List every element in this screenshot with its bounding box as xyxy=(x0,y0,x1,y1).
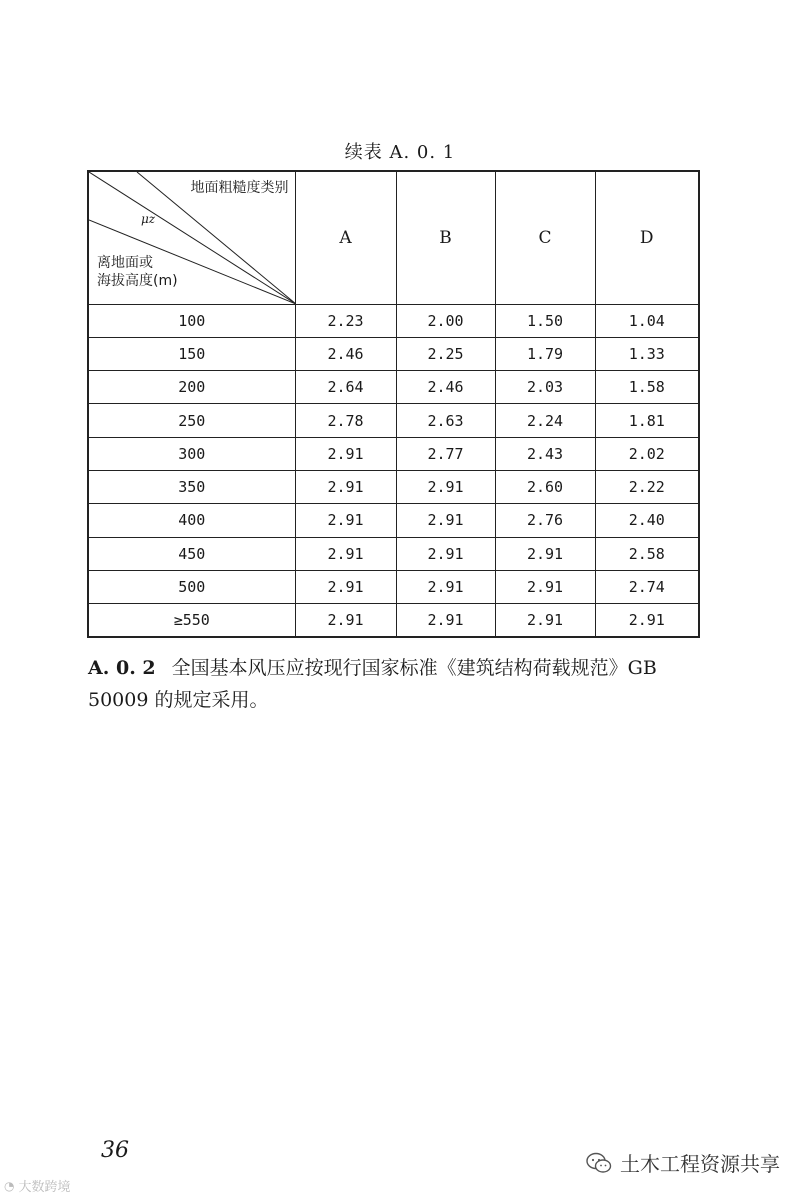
column-header-c: C xyxy=(495,171,595,304)
value-cell: 2.03 xyxy=(495,371,595,404)
table-row xyxy=(88,437,699,470)
watermark-right-text: 土木工程资源共享 xyxy=(620,1152,780,1176)
height-cell: 500 xyxy=(88,570,295,603)
table-row xyxy=(88,337,699,370)
value-cell: 2.91 xyxy=(396,537,495,570)
watermark-logo-icon: ◔ xyxy=(4,1178,15,1193)
value-cell: 2.25 xyxy=(396,337,495,370)
value-cell: 2.74 xyxy=(595,570,699,603)
value-cell: 2.40 xyxy=(595,504,699,537)
clause-text: 全国基本风压应按现行国家标准《建筑结构荷载规范》GB 50009 的规定采用。 xyxy=(88,657,657,711)
column-header-a: A xyxy=(295,171,396,304)
page-number: 36 xyxy=(101,1138,129,1163)
watermark-left-text: 大数跨境 xyxy=(18,1180,71,1195)
value-cell: 2.58 xyxy=(595,537,699,570)
value-cell: 2.64 xyxy=(295,371,396,404)
height-label xyxy=(97,254,178,290)
height-cell: 450 xyxy=(88,537,295,570)
height-cell: 200 xyxy=(88,371,295,404)
value-cell: 2.43 xyxy=(495,437,595,470)
roughness-category-label: 地面粗糙度类别 xyxy=(190,180,289,196)
height-cell: 300 xyxy=(88,437,295,470)
value-cell: 1.50 xyxy=(495,304,595,337)
value-cell: 2.46 xyxy=(295,337,396,370)
table-header-row xyxy=(88,171,699,304)
value-cell: 2.24 xyxy=(495,404,595,437)
value-cell: 2.91 xyxy=(295,570,396,603)
value-cell: 2.91 xyxy=(396,570,495,603)
height-cell: 250 xyxy=(88,404,295,437)
value-cell: 1.04 xyxy=(595,304,699,337)
value-cell: 2.23 xyxy=(295,304,396,337)
value-cell: 2.22 xyxy=(595,471,699,504)
height-label-line1: 离地面或 xyxy=(97,255,153,271)
wechat-icon xyxy=(586,1152,612,1174)
value-cell: 2.78 xyxy=(295,404,396,437)
table-row xyxy=(88,304,699,337)
mu-z-label: μz xyxy=(141,212,156,226)
column-header-d: D xyxy=(595,171,699,304)
value-cell: 2.91 xyxy=(495,604,595,637)
table-row xyxy=(88,537,699,570)
value-cell: 1.58 xyxy=(595,371,699,404)
clause-number: A. 0. 2 xyxy=(88,657,156,679)
value-cell: 2.91 xyxy=(295,437,396,470)
height-label-line2: 海拔高度(m) xyxy=(97,273,178,289)
value-cell: 2.91 xyxy=(295,537,396,570)
height-cell: 350 xyxy=(88,471,295,504)
value-cell: 2.02 xyxy=(595,437,699,470)
value-cell: 2.91 xyxy=(295,604,396,637)
value-cell: 2.91 xyxy=(396,604,495,637)
value-cell: 1.33 xyxy=(595,337,699,370)
height-cell: ≥550 xyxy=(88,604,295,637)
value-cell: 2.91 xyxy=(396,504,495,537)
table-row xyxy=(88,404,699,437)
value-cell: 2.00 xyxy=(396,304,495,337)
value-cell: 2.77 xyxy=(396,437,495,470)
value-cell: 2.46 xyxy=(396,371,495,404)
table-row xyxy=(88,371,699,404)
height-cell: 100 xyxy=(88,304,295,337)
table-caption: 续表 A. 0. 1 xyxy=(344,142,456,163)
table-row xyxy=(88,604,699,637)
value-cell: 2.76 xyxy=(495,504,595,537)
table-row xyxy=(88,504,699,537)
value-cell: 2.91 xyxy=(495,537,595,570)
diagonal-header-cell xyxy=(88,171,295,304)
column-header-b: B xyxy=(396,171,495,304)
value-cell: 2.91 xyxy=(495,570,595,603)
value-cell: 2.91 xyxy=(595,604,699,637)
value-cell: 2.91 xyxy=(295,504,396,537)
value-cell: 2.91 xyxy=(396,471,495,504)
value-cell: 2.91 xyxy=(295,471,396,504)
value-cell: 2.60 xyxy=(495,471,595,504)
value-cell: 1.81 xyxy=(595,404,699,437)
height-cell: 400 xyxy=(88,504,295,537)
clause-paragraph xyxy=(88,652,708,716)
wind-pressure-table xyxy=(87,170,700,638)
watermark-left xyxy=(4,1176,71,1195)
height-cell: 150 xyxy=(88,337,295,370)
table-row xyxy=(88,570,699,603)
value-cell: 1.79 xyxy=(495,337,595,370)
value-cell: 2.63 xyxy=(396,404,495,437)
watermark-right xyxy=(586,1148,780,1177)
table-row xyxy=(88,471,699,504)
